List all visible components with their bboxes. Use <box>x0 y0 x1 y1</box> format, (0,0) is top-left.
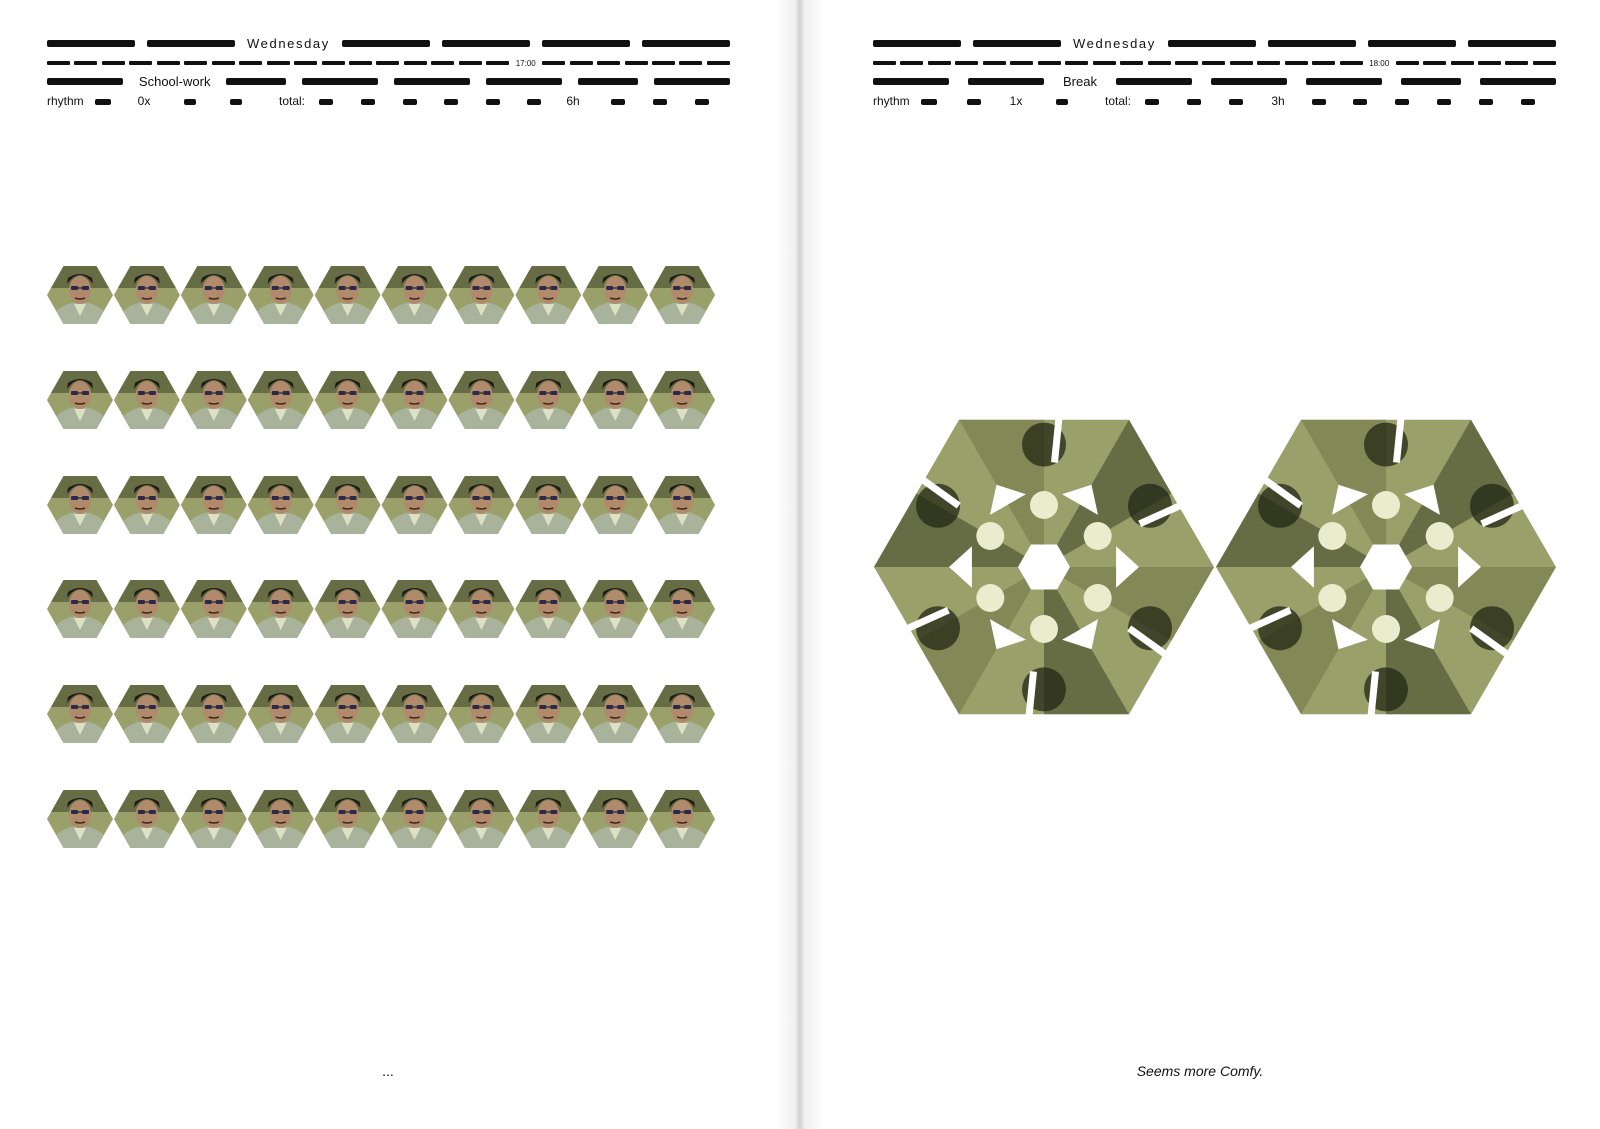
redacted-tick <box>1230 61 1253 65</box>
redacted-tick <box>1038 61 1061 65</box>
redacted-activity <box>1211 78 1287 85</box>
left-activities-row <box>47 73 730 89</box>
portrait-hexagon <box>248 371 314 430</box>
day-label: Wednesday <box>1073 35 1156 51</box>
portrait-hexagon <box>382 685 448 744</box>
portrait-hexagon <box>181 266 247 325</box>
portrait-hexagon <box>315 371 381 430</box>
redacted-value <box>1056 99 1068 105</box>
portrait-hexagon <box>114 266 180 325</box>
portrait-hexagon <box>448 580 514 639</box>
redacted-tick <box>1148 61 1171 65</box>
redacted-activity <box>47 78 123 85</box>
portrait-hexagon <box>649 371 715 430</box>
kaleidoscope-right <box>1215 417 1557 717</box>
redacted-tick <box>486 61 509 65</box>
portrait-hexagon <box>515 266 581 325</box>
redacted-tick <box>1340 61 1363 65</box>
redacted-tick <box>1175 61 1198 65</box>
redacted-tick <box>873 61 896 65</box>
redacted-tick <box>1478 61 1501 65</box>
redacted-tick <box>1093 61 1116 65</box>
redacted-tick <box>928 61 951 65</box>
redacted-day <box>442 40 530 47</box>
redacted-value <box>1187 99 1201 105</box>
hexagon-row-svg <box>47 475 730 535</box>
redacted-tick <box>431 61 454 65</box>
redacted-activity <box>578 78 638 85</box>
portrait-hexagon <box>181 476 247 535</box>
redacted-day <box>47 40 135 47</box>
redacted-activity <box>302 78 378 85</box>
redacted-value <box>1229 99 1243 105</box>
portrait-hexagon <box>515 476 581 535</box>
portrait-hexagon <box>448 266 514 325</box>
hexagon-row-svg <box>47 684 730 744</box>
redacted-value <box>184 99 196 105</box>
hexagon-row <box>47 265 730 325</box>
redacted-day <box>1268 40 1356 47</box>
redacted-tick <box>542 61 565 65</box>
portrait-hexagon <box>582 266 648 325</box>
total-value: 3h <box>1271 94 1285 108</box>
redacted-activity <box>394 78 470 85</box>
right-rhythm-row <box>873 93 1556 109</box>
redacted-activity <box>226 78 286 85</box>
portrait-hexagon <box>382 476 448 535</box>
redacted-value <box>361 99 375 105</box>
redacted-tick <box>1533 61 1556 65</box>
portrait-hexagon <box>248 790 314 849</box>
portrait-hexagon <box>315 580 381 639</box>
portrait-hexagon <box>114 685 180 744</box>
redacted-day <box>342 40 430 47</box>
rhythm-label: rhythm <box>873 94 910 108</box>
redacted-tick <box>1285 61 1308 65</box>
portrait-hexagon <box>448 476 514 535</box>
redacted-tick <box>74 61 97 65</box>
redacted-tick <box>707 61 730 65</box>
redacted-activity <box>1116 78 1192 85</box>
portrait-hexagon <box>47 476 113 535</box>
portrait-hexagon <box>47 685 113 744</box>
redacted-activity <box>486 78 562 85</box>
redacted-tick <box>1312 61 1335 65</box>
right-days-row <box>873 34 1556 52</box>
activity-label: School-work <box>138 73 211 89</box>
redacted-tick <box>1451 61 1474 65</box>
right-time-ticks <box>873 57 1556 69</box>
redacted-activity <box>1480 78 1556 85</box>
redacted-value <box>230 99 242 105</box>
hexagon-row <box>47 684 730 744</box>
portrait-hexagon <box>248 685 314 744</box>
portrait-hexagon <box>582 476 648 535</box>
portrait-hexagon <box>181 371 247 430</box>
portrait-hexagon <box>47 266 113 325</box>
portrait-hexagon <box>114 371 180 430</box>
rhythm-value: 0x <box>137 94 151 108</box>
redacted-value <box>921 99 937 105</box>
redacted-tick <box>267 61 290 65</box>
redacted-day <box>1468 40 1556 47</box>
redacted-tick <box>652 61 675 65</box>
redacted-day <box>642 40 730 47</box>
rhythm-label: rhythm <box>47 94 84 108</box>
redacted-tick <box>404 61 427 65</box>
redacted-day <box>1368 40 1456 47</box>
activity-label: Break <box>1063 73 1097 89</box>
hexagon-row <box>47 370 730 430</box>
hexagon-row-svg <box>47 265 730 325</box>
portrait-hexagon <box>181 685 247 744</box>
portrait-hexagon <box>448 790 514 849</box>
redacted-tick <box>1423 61 1446 65</box>
hexagon-row-svg <box>47 789 730 849</box>
portrait-hexagon <box>248 476 314 535</box>
portrait-hexagon <box>114 476 180 535</box>
redacted-tick <box>1257 61 1280 65</box>
portrait-hexagon <box>448 685 514 744</box>
redacted-activity <box>873 78 949 85</box>
hexagon-row <box>47 475 730 535</box>
portrait-hexagon <box>248 266 314 325</box>
portrait-hexagon <box>515 685 581 744</box>
left-rhythm-row <box>47 93 730 109</box>
redacted-activity <box>1306 78 1382 85</box>
redacted-tick <box>47 61 70 65</box>
redacted-value <box>1353 99 1367 105</box>
redacted-value <box>611 99 625 105</box>
redacted-value <box>967 99 981 105</box>
redacted-activity <box>1401 78 1461 85</box>
portrait-hexagon <box>114 790 180 849</box>
redacted-value <box>527 99 541 105</box>
redacted-day <box>147 40 235 47</box>
portrait-hexagon <box>515 371 581 430</box>
total-value: 6h <box>566 94 580 108</box>
redacted-activity <box>654 78 730 85</box>
redacted-value <box>1395 99 1409 105</box>
redacted-value <box>1479 99 1493 105</box>
time-marker: 17:00 <box>515 58 536 68</box>
redacted-value <box>1145 99 1159 105</box>
portrait-hexagon <box>382 371 448 430</box>
total-label: total: <box>278 94 305 108</box>
redacted-tick <box>1120 61 1143 65</box>
left-days-row <box>47 34 730 52</box>
redacted-tick <box>900 61 923 65</box>
redacted-tick <box>349 61 372 65</box>
redacted-tick <box>102 61 125 65</box>
left-time-ticks <box>47 57 730 69</box>
redacted-tick <box>212 61 235 65</box>
portrait-hexagon <box>649 266 715 325</box>
portrait-hexagon <box>382 266 448 325</box>
portrait-hexagon <box>649 580 715 639</box>
portrait-hexagon <box>47 790 113 849</box>
redacted-value <box>695 99 709 105</box>
time-marker: 18:00 <box>1369 58 1390 68</box>
redacted-value <box>444 99 458 105</box>
right-page <box>800 0 1600 1129</box>
portrait-hexagon <box>382 790 448 849</box>
portrait-hexagon <box>181 580 247 639</box>
redacted-tick <box>1202 61 1225 65</box>
portrait-hexagon <box>582 580 648 639</box>
right-caption: Seems more Comfy. <box>1136 1063 1264 1079</box>
redacted-tick <box>294 61 317 65</box>
portrait-hexagon <box>315 266 381 325</box>
redacted-tick <box>1505 61 1528 65</box>
kaleidoscope-left <box>873 417 1215 717</box>
rhythm-value: 1x <box>1009 94 1023 108</box>
portrait-hexagon <box>582 685 648 744</box>
portrait-hexagon <box>315 685 381 744</box>
portrait-hexagon <box>382 580 448 639</box>
hexagon-row <box>47 789 730 849</box>
portrait-hexagon <box>315 476 381 535</box>
redacted-tick <box>376 61 399 65</box>
redacted-day <box>1168 40 1256 47</box>
redacted-tick <box>184 61 207 65</box>
left-caption: ... <box>382 1063 394 1079</box>
redacted-tick <box>1396 61 1419 65</box>
redacted-tick <box>129 61 152 65</box>
redacted-tick <box>597 61 620 65</box>
right-activities-row <box>873 73 1556 89</box>
portrait-hexagon <box>515 790 581 849</box>
redacted-day <box>973 40 1061 47</box>
hexagon-row <box>47 579 730 639</box>
redacted-value <box>403 99 417 105</box>
total-label: total: <box>1104 94 1131 108</box>
redacted-tick <box>983 61 1006 65</box>
hexagon-row-svg <box>47 579 730 639</box>
hexagon-row-svg <box>47 370 730 430</box>
redacted-value <box>95 99 111 105</box>
redacted-value <box>1437 99 1451 105</box>
portrait-hexagon <box>448 371 514 430</box>
redacted-tick <box>679 61 702 65</box>
portrait-hexagon <box>248 580 314 639</box>
redacted-tick <box>322 61 345 65</box>
portrait-hexagon <box>649 685 715 744</box>
portrait-hexagon <box>181 790 247 849</box>
redacted-tick <box>1065 61 1088 65</box>
redacted-tick <box>955 61 978 65</box>
redacted-tick <box>570 61 593 65</box>
portrait-hexagon <box>515 580 581 639</box>
day-label: Wednesday <box>247 35 330 51</box>
redacted-day <box>873 40 961 47</box>
redacted-value <box>653 99 667 105</box>
portrait-hexagon <box>47 580 113 639</box>
redacted-tick <box>1010 61 1033 65</box>
portrait-hexagon <box>649 790 715 849</box>
portrait-hexagon <box>582 371 648 430</box>
redacted-value <box>1312 99 1326 105</box>
portrait-hexagon <box>47 371 113 430</box>
redacted-tick <box>459 61 482 65</box>
redacted-tick <box>625 61 648 65</box>
redacted-value <box>319 99 333 105</box>
redacted-tick <box>239 61 262 65</box>
redacted-tick <box>157 61 180 65</box>
redacted-value <box>486 99 500 105</box>
portrait-hexagon <box>114 580 180 639</box>
redacted-day <box>542 40 630 47</box>
portrait-hexagon <box>582 790 648 849</box>
portrait-hexagon <box>315 790 381 849</box>
portrait-hexagon <box>649 476 715 535</box>
redacted-activity <box>968 78 1044 85</box>
redacted-value <box>1521 99 1535 105</box>
